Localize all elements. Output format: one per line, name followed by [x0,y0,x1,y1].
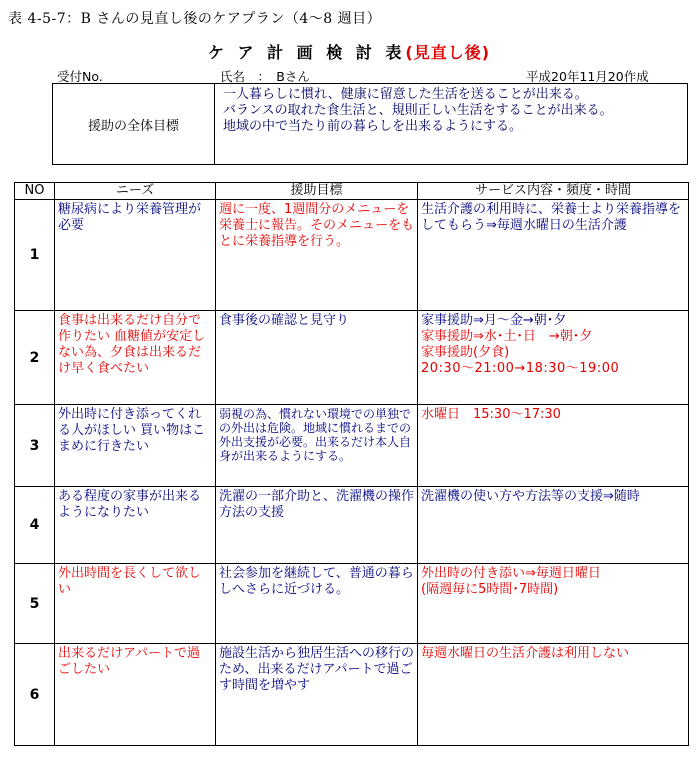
overall-goal-text [223,87,613,135]
table-row [15,644,689,746]
row-goal: 食事後の確認と見守り [216,311,418,405]
row-number: 5 [15,564,55,644]
service-line: (隔週毎に5時間･7時間) [421,582,559,597]
service-line: 外出時の付き添い⇒毎週日曜日 [421,566,601,581]
title-suffix: (見直し後) [405,43,491,62]
row-needs: 食事は出来るだけ自分で作りたい 血糖値が安定しない為、夕食は出来るだけ早く食べたい [55,311,216,405]
header-needs: ニーズ [55,183,216,200]
row-service [418,564,689,644]
header-no: NO [15,183,55,200]
reception-number-label: 受付No. [57,69,103,84]
row-goal: 弱視の為、慣れない環境での単独での外出は危険。地域に慣れるまでの外出支援が必要。出来るだけ本人自身が出来るようにする。 [216,405,418,487]
row-needs: 外出時間を長くして欲しい [55,564,216,644]
row-needs [55,405,216,487]
client-name: 氏名 ： Bさん [220,69,310,84]
table-row [15,311,689,405]
row-number: 2 [15,311,55,405]
service-line: 生活介護の利用時に、栄養士より栄養指導をしてもらう⇒毎週水曜日の生活介護 [421,202,682,233]
row-goal: 施設生活から独居生活への移行のため、出来るだけアパートで過ごす時間を増やす [216,644,418,746]
row-needs: 出来るだけアパートで過ごしたい [55,644,216,746]
row-service [418,644,689,746]
row-service [418,311,689,405]
row-goal: 週に一度、1週間分のメニューを栄養士に報告。そのメニューをもとに栄養指導を行う。 [216,200,418,311]
table-caption: 表 4-5-7：B さんの見直し後のケアプラン（4〜8 週目） [8,11,382,27]
table-row [15,487,689,564]
service-line: 水曜日 15:30～17:30 [421,407,561,422]
row-service [418,200,689,311]
table-row [15,200,689,311]
header-service: サービス内容・頻度・時間 [418,183,689,200]
service-line: 家事援助(夕食) [421,345,510,360]
document-title [0,40,698,63]
row-number: 1 [15,200,55,311]
service-line: 洗濯機の使い方や方法等の支援⇒随時 [421,489,640,504]
service-line: 家事援助⇒水･土･日 →朝･夕 [421,329,593,344]
overall-goal-label: 援助の全体目標 [53,84,215,164]
goal-line: 地域の中で当たり前の暮らしを出来るようにする。 [223,119,523,134]
service-line: 20:30～21:00→18:30～19:00 [421,361,620,376]
row-service [418,405,689,487]
created-date: 平成20年11月20作成 [526,69,649,84]
header-goal: 援助目標 [216,183,418,200]
table-row [15,405,689,487]
table-row [15,564,689,644]
goal-line: バランスの取れた食生活と、規則正しい生活をすることが出来る。 [223,103,613,118]
row-needs: ある程度の家事が出来るようになりたい [55,487,216,564]
goal-line: 一人暮らしに慣れ、健康に留意した生活を送ることが出来る。 [223,87,588,102]
title-main: ケ ア 計 画 検 討 表 [207,43,406,62]
row-number: 6 [15,644,55,746]
row-number: 4 [15,487,55,564]
needs-text: 外出時に付き添ってくれる人がほしい 買い物はこまめに行きたい [58,407,206,454]
row-service [418,487,689,564]
service-line: 家事援助⇒月～金→朝･夕 [421,313,567,328]
overall-goal-box [52,83,688,165]
care-plan-table [14,182,689,746]
service-line: 毎週水曜日の生活介護は利用しない [421,646,630,661]
row-needs: 糖尿病により栄養管理が必要 [55,200,216,311]
row-goal: 社会参加を継続して、普通の暮らしへさらに近づける。 [216,564,418,644]
row-goal: 洗濯の一部介助と、洗濯機の操作方法の支援 [216,487,418,564]
row-number: 3 [15,405,55,487]
table-header-row [15,183,689,200]
